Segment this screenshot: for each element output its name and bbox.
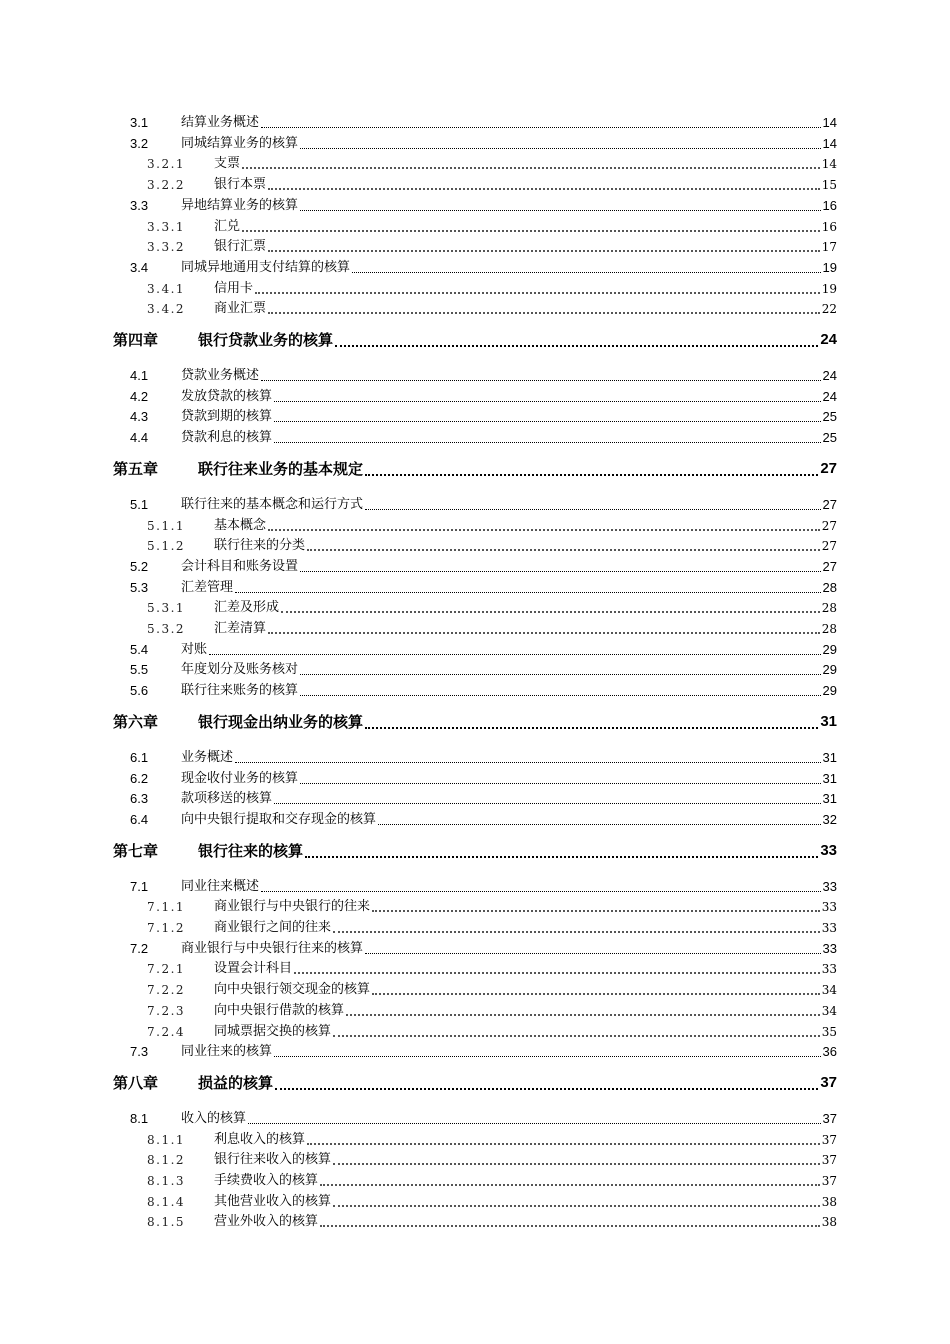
toc-subsection[interactable] [0,897,950,917]
toc-section[interactable] [0,495,950,515]
toc-subsection[interactable] [0,1130,950,1150]
toc-page-number: 34 [821,1003,837,1018]
toc-entry-title: 手续费收入的核算 [214,1173,319,1188]
toc-subsection[interactable] [0,619,950,639]
toc-entry-number: 5.4 [130,641,149,657]
toc-subsection[interactable] [0,516,950,536]
toc-leader-dots [261,366,821,381]
toc-entry-title: 发放贷款的核算 [181,388,273,404]
toc-entry-title: 联行往来的基本概念和运行方式 [181,496,364,512]
toc-entry-title: 银行汇票 [214,239,267,255]
toc-section[interactable] [0,681,950,701]
toc-page-number: 17 [821,240,837,255]
toc-page-number: 14 [822,115,837,130]
toc-subsection[interactable] [0,1212,950,1232]
toc-leader-dots [274,407,821,422]
toc-subsection[interactable] [0,154,950,174]
toc-entry-number: 5.1 [130,496,149,512]
toc-entry-title: 向中央银行提取和交存现金的核算 [181,811,377,827]
toc-entry-number: 7.2.2 [147,983,186,998]
toc-page-number: 33 [821,921,837,935]
toc-leader-dots [274,789,821,804]
toc-entry-number: 6.4 [130,811,149,827]
toc-leader-dots [300,769,821,784]
toc-page-number: 28 [821,601,837,616]
toc-section[interactable] [0,407,950,427]
toc-page-number: 27 [821,518,837,533]
toc-section[interactable] [0,640,950,660]
toc-page-number: 29 [822,641,837,657]
toc-subsection[interactable] [0,980,950,1000]
toc-entry-number: 8.1.3 [147,1174,186,1188]
toc-subsection[interactable] [0,299,950,319]
toc-entry-number: 5.3.1 [147,601,186,616]
toc-leader-dots [209,640,821,655]
toc-section[interactable] [0,660,950,680]
toc-page-number: 31 [820,712,837,730]
toc-page-number: 37 [820,1073,837,1091]
toc-entry-number: 3.2.1 [147,157,186,172]
toc-page-number: 28 [822,579,837,595]
toc-leader-dots [268,516,820,531]
toc-subsection[interactable] [0,175,950,195]
toc-leader-dots [320,1171,820,1186]
toc-section[interactable] [0,789,950,809]
toc-page-number: 33 [822,940,837,956]
toc-leader-dots [307,1130,820,1145]
toc-chapter[interactable] [0,1071,950,1095]
toc-page-number: 27 [820,459,837,477]
toc-entry-title: 同业往来概述 [181,878,260,894]
toc-entry-number: 8.1.2 [147,1153,186,1168]
toc-leader-dots [242,154,820,169]
toc-subsection[interactable] [0,1001,950,1021]
toc-entry-number: 4.4 [130,430,149,446]
toc-page-number: 19 [822,259,837,275]
toc-entry-title: 设置会计科目 [214,961,293,977]
toc-page-number: 33 [821,962,837,977]
toc-entry-title: 贷款业务概述 [181,368,260,383]
toc-leader-dots [365,495,821,510]
toc-leader-dots [268,237,820,252]
toc-subsection[interactable] [0,1150,950,1170]
toc-leader-dots [294,959,820,974]
toc-entry-title: 款项移送的核算 [181,791,273,807]
toc-leader-dots [352,258,821,273]
toc-leader-dots [305,839,818,858]
toc-section[interactable] [0,1109,950,1129]
toc-entry-title: 联行往来的分类 [214,538,306,554]
toc-subsection[interactable] [0,918,950,938]
toc-page-number: 36 [822,1044,837,1060]
toc-leader-dots [268,619,820,634]
toc-leader-dots [365,710,818,729]
toc-entry-title: 信用卡 [214,280,254,296]
toc-section[interactable] [0,134,950,154]
toc-entry-number: 第四章 [113,331,159,349]
toc-entry-number: 5.1.2 [147,539,186,554]
toc-page-number: 29 [822,662,837,678]
toc-page-number: 14 [821,157,837,172]
toc-subsection[interactable] [0,217,950,237]
toc-entry-number: 7.1.1 [147,900,186,915]
toc-entry-title: 结算业务概述 [181,115,260,130]
toc-entry-number: 7.1.2 [147,921,186,935]
toc-entry-title: 业务概述 [181,749,234,765]
toc-page-number: 27 [821,539,837,554]
toc-page-number: 27 [822,558,837,574]
toc-entry-title: 汇差管理 [181,579,234,595]
toc-entry-number: 6.1 [130,749,149,765]
toc-leader-dots [248,1109,821,1124]
toc-leader-dots [274,428,821,443]
toc-entry-title: 同城异地通用支付结算的核算 [181,259,351,275]
toc-entry-title: 基本概念 [214,517,267,533]
toc-entry-number: 3.1 [130,115,149,130]
toc-entry-number: 4.1 [130,368,149,383]
toc-leader-dots [372,897,820,912]
toc-entry-title: 商业汇票 [214,301,267,317]
toc-entry-title: 商业银行与中央银行的往来 [214,899,371,915]
toc-entry-title: 其他营业收入的核算 [214,1193,332,1209]
toc-page-number: 37 [821,1153,837,1168]
toc-section[interactable] [0,578,950,598]
toc-entry-number: 8.1.4 [147,1194,186,1209]
toc-entry-title: 汇差清算 [214,621,267,636]
toc-section[interactable] [0,196,950,216]
toc-entry-title: 支票 [214,156,241,172]
toc-entry-number: 6.3 [130,791,149,807]
toc-leader-dots [255,279,820,294]
toc-entry-title: 年度划分及账务核对 [181,662,299,678]
toc-entry-number: 5.3.2 [147,622,186,636]
toc-leader-dots [281,598,820,613]
toc-entry-title: 银行本票 [214,177,267,193]
toc-chapter[interactable] [0,328,950,352]
toc-page-number: 14 [822,135,837,151]
toc-leader-dots [300,557,821,572]
toc-page-number: 24 [820,331,837,348]
toc-entry-number: 8.1 [130,1110,149,1126]
toc-entry-title: 联行往来业务的基本规定 [198,459,364,478]
toc-leader-dots [300,681,821,696]
toc-entry-number: 3.4.1 [147,281,186,296]
toc-page-number: 37 [821,1132,837,1147]
toc-leader-dots [261,877,821,892]
toc-subsection[interactable] [0,1171,950,1191]
toc-leader-dots [307,536,820,551]
toc-leader-dots [300,134,821,149]
toc-entry-title: 向中央银行借款的核算 [214,1002,345,1018]
toc-entry-title: 汇差及形成 [214,600,280,616]
toc-entry-title: 同业往来的核算 [181,1044,273,1060]
toc-entry-number: 第七章 [113,841,159,860]
toc-leader-dots [365,939,821,954]
toc-page-number: 16 [821,219,837,234]
toc-page-number: 28 [821,622,837,636]
toc-leader-dots [335,328,818,347]
toc-entry-number: 4.2 [130,388,149,404]
toc-entry-title: 会计科目和账务设置 [181,558,299,574]
toc-entry-number: 7.1 [130,878,149,894]
toc-leader-dots [333,918,820,933]
toc-subsection[interactable] [0,598,950,618]
toc-page-number: 24 [822,388,837,404]
toc-leader-dots [274,1042,821,1057]
toc-leader-dots [378,810,821,825]
toc-section[interactable] [0,387,950,407]
toc-entry-title: 银行往来的核算 [198,841,304,860]
toc-entry-title: 贷款利息的核算 [181,430,273,446]
toc-entry-title: 向中央银行领交现金的核算 [214,982,371,998]
toc-leader-dots [235,748,821,763]
toc-page-number: 27 [822,496,837,512]
toc-entry-title: 银行现金出纳业务的核算 [198,712,364,731]
toc-leader-dots [274,387,821,402]
toc-entry-number: 3.3 [130,197,149,213]
toc-leader-dots [346,1001,820,1016]
toc-section[interactable] [0,428,950,448]
toc-page-number: 25 [822,430,837,446]
toc-leader-dots [261,113,821,128]
toc-page-number: 34 [821,983,837,998]
toc-entry-title: 收入的核算 [181,1110,247,1126]
toc-page-number: 31 [822,791,837,807]
toc-entry-title: 商业银行与中央银行往来的核算 [181,940,364,956]
toc-entry-number: 3.3.1 [147,219,186,234]
toc-entry-number: 3.2 [130,135,149,151]
toc-leader-dots [300,196,821,211]
toc-leader-dots [365,457,818,476]
toc-page-number: 16 [822,197,837,213]
toc-section[interactable] [0,877,950,897]
toc-section[interactable] [0,1042,950,1062]
toc-chapter[interactable] [0,457,950,481]
toc-entry-number: 6.2 [130,770,149,786]
toc-page-number: 31 [822,749,837,765]
toc-entry-number: 7.3 [130,1044,149,1060]
toc-entry-title: 对账 [181,641,208,657]
toc-entry-title: 现金收付业务的核算 [181,770,299,786]
toc-entry-number: 3.4.2 [147,302,186,317]
toc-subsection[interactable] [0,237,950,257]
toc-entry-number: 4.3 [130,409,149,425]
toc-leader-dots [333,1022,820,1037]
toc-page-number: 25 [822,409,837,425]
toc-entry-title: 同城结算业务的核算 [181,135,299,151]
toc-chapter[interactable] [0,710,950,734]
toc-page-number: 37 [822,1110,837,1126]
toc-page-number: 31 [822,770,837,786]
toc-section[interactable] [0,557,950,577]
toc-entry-number: 5.2 [130,558,149,574]
toc-entry-number: 8.1.5 [147,1215,186,1230]
toc-page-number: 15 [821,178,837,193]
toc-entry-number: 3.3.2 [147,240,186,255]
toc-leader-dots [268,175,820,190]
toc-entry-number: 7.2.1 [147,962,186,977]
toc-page-number: 24 [822,368,837,383]
toc-entry-number: 8.1.1 [147,1132,186,1147]
toc-entry-title: 营业外收入的核算 [214,1214,319,1230]
toc-subsection[interactable] [0,1022,950,1042]
toc-entry-number: 3.4 [130,259,149,275]
toc-entry-number: 5.6 [130,683,149,699]
toc-entry-number: 5.1.1 [147,518,186,533]
toc-page-number: 33 [822,878,837,894]
toc-entry-title: 汇兑 [214,218,241,234]
toc-subsection[interactable] [0,959,950,979]
toc-page-number: 19 [821,281,837,296]
toc-entry-title: 银行往来收入的核算 [214,1152,332,1168]
toc-page-number: 38 [821,1215,837,1230]
toc-leader-dots [320,1212,820,1227]
toc-leader-dots [372,980,820,995]
toc-entry-title: 银行贷款业务的核算 [198,331,334,349]
toc-entry-number: 7.2 [130,940,149,956]
toc-page-number: 37 [821,1174,837,1188]
toc-page-number: 32 [822,811,837,827]
toc-page-number: 35 [821,1024,837,1039]
toc-leader-dots [242,217,820,232]
toc-section[interactable] [0,366,950,386]
toc-section[interactable] [0,258,950,278]
toc-entry-title: 贷款到期的核算 [181,409,273,425]
toc-subsection[interactable] [0,279,950,299]
toc-entry-number: 7.2.4 [147,1024,186,1039]
toc-section[interactable] [0,113,950,133]
toc-subsection[interactable] [0,536,950,556]
toc-entry-title: 同城票据交换的核算 [214,1023,332,1039]
toc-entry-title: 异地结算业务的核算 [181,197,299,213]
toc-page-number: 22 [821,302,837,317]
toc-page-number: 38 [821,1194,837,1209]
toc-entry-title: 损益的核算 [198,1073,274,1092]
toc-leader-dots [268,299,820,314]
toc-entry-number: 3.2.2 [147,178,186,193]
toc-leader-dots [333,1150,820,1165]
toc-section[interactable] [0,810,950,830]
toc-leader-dots [235,578,821,593]
toc-chapter[interactable] [0,839,950,863]
toc-entry-title: 利息收入的核算 [214,1131,306,1147]
toc-section[interactable] [0,939,950,959]
toc-entry-number: 第八章 [113,1073,159,1092]
toc-subsection[interactable] [0,1192,950,1212]
toc-entry-number: 7.2.3 [147,1003,186,1018]
toc-leader-dots [300,660,821,675]
toc-entry-number: 第六章 [113,712,159,731]
toc-entry-number: 第五章 [113,459,159,478]
toc-page-number: 29 [822,683,837,699]
toc-leader-dots [275,1071,818,1090]
toc-page-number: 33 [820,841,837,859]
toc-entry-title: 联行往来账务的核算 [181,683,299,699]
toc-leader-dots [333,1192,820,1207]
toc-section[interactable] [0,769,950,789]
toc-page-number: 33 [821,900,837,915]
toc-entry-number: 5.3 [130,579,149,595]
toc-entry-number: 5.5 [130,662,149,678]
toc-entry-title: 商业银行之间的往来 [214,920,332,935]
toc-section[interactable] [0,748,950,768]
